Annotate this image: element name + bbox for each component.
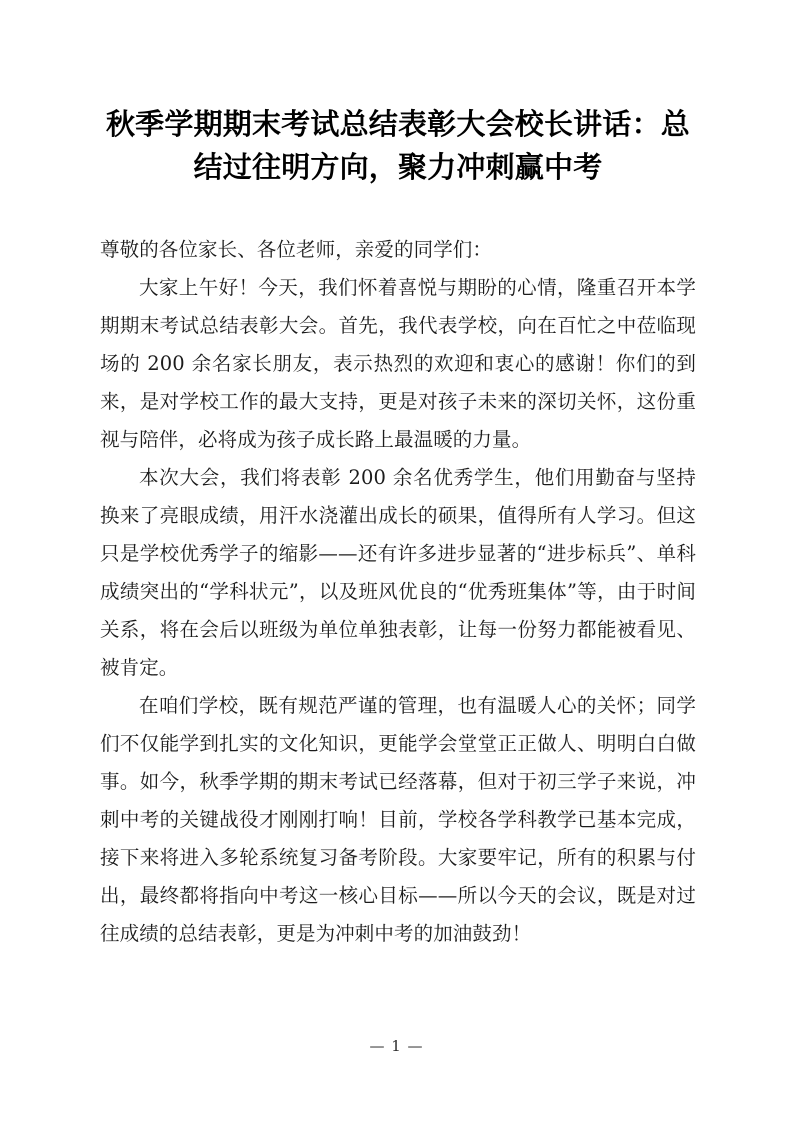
paragraph-1: 大家上午好！今天，我们怀着喜悦与期盼的心情，隆重召开本学期期末考试总结表彰大会。首先，我代表学校，向在百忙之中莅临现场的 200 余名家长朋友，表示热烈的欢迎和衷心的感谢！你们的到来，是对学校工作的最大支持，更是对孩子未来的深切关怀，这份重视与陪伴，必将成为孩子成长路上最温暖的力量。 — [100, 276, 696, 451]
page-title: 秋季学期期末考试总结表彰大会校长讲话：总结过往明方向，聚力冲刺赢中考 — [105, 109, 690, 184]
document-body — [100, 0, 696, 953]
document-content — [100, 190, 696, 953]
paragraph-2: 本次大会，我们将表彰 200 余名优秀学生，他们用勤奋与坚持换来了亮眼成绩，用汗水浇灌出成长的硕果，值得所有人学习。但这只是学校优秀学子的缩影——还有许多进步显著的“进步标兵”、单科成绩突出的“学科状元”，以及班风优良的“优秀班集体”等，由于时间关系，将在会后以班级为单位单独表彰，让每一份努力都能被看见、被肯定。 — [100, 466, 696, 679]
page-number-footer: — 1 — — [369, 1037, 424, 1055]
paragraph-3: 在咱们学校，既有规范严谨的管理，也有温暖人心的关怀；同学们不仅能学到扎实的文化知识，更能学会堂堂正正做人、明明白白做事。如今，秋季学期的期末考试已经落幕，但对于初三学子来说，冲刺中考的关键战役才刚刚打响！目前，学校各学科教学已基本完成，接下来将进入多轮系统复习备考阶段。大家要牢记，所有的积累与付出，最终都将指向中考这一核心目标——所以今天的会议，既是对过往成绩的总结表彰，更是为冲刺中考的加油鼓劲！ — [100, 694, 696, 945]
salutation-line: 尊敬的各位家长、各位老师，亲爱的同学们： — [100, 238, 493, 261]
